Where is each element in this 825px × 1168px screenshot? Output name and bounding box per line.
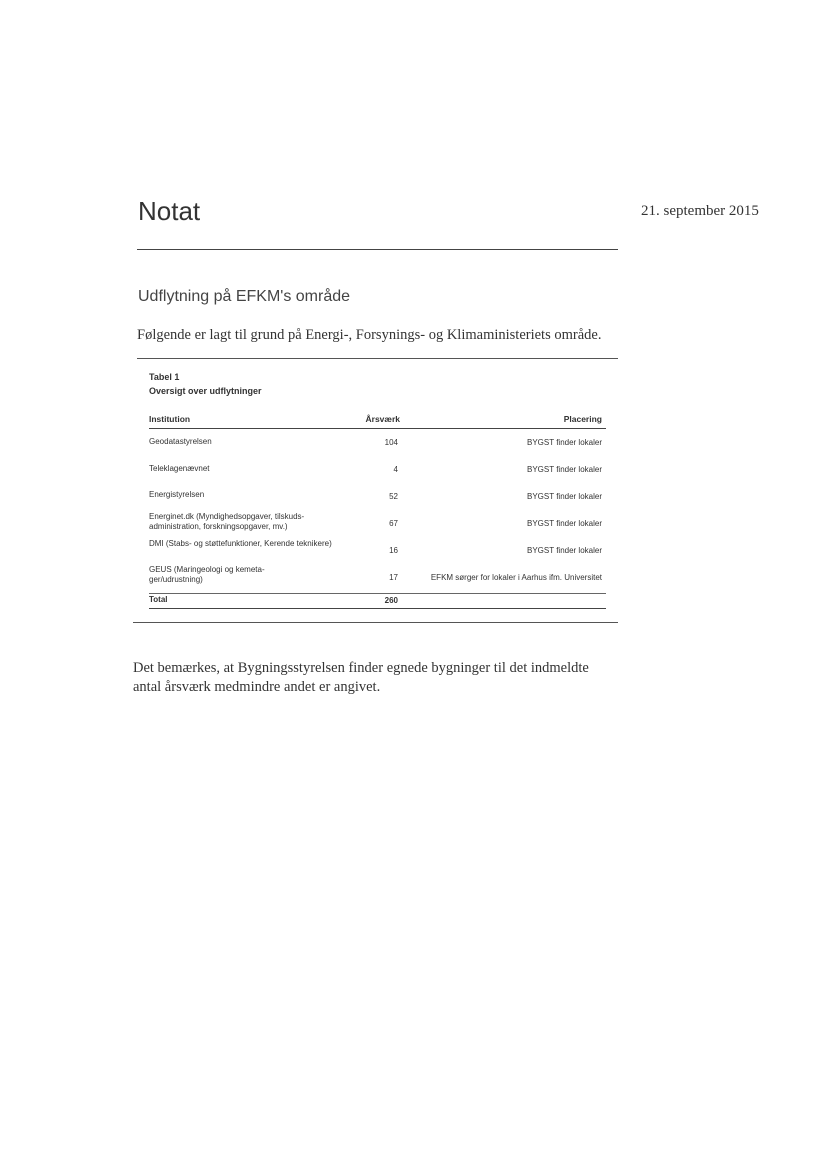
table-cell-institution: GEUS (Maringeologi og kemeta-ger/udrustning)	[149, 565, 265, 584]
table-total-label: Total	[149, 595, 168, 604]
table-cell-placering: BYGST finder lokaler	[527, 546, 602, 555]
table-cell-aarsvaerk: 17	[389, 573, 398, 582]
table-cell-institution: Energinet.dk (Myndighedsopgaver, tilskuds-administration, forskningsopgaver, mv.)	[149, 512, 305, 531]
table-cell-aarsvaerk: 52	[389, 492, 398, 501]
table-cell-institution: Geodatastyrelsen	[149, 437, 212, 446]
document-title: Notat	[138, 196, 201, 226]
table-caption: Oversigt over udflytninger	[149, 386, 262, 396]
table-label: Tabel 1	[149, 372, 180, 382]
table-cell-institution: Energistyrelsen	[149, 490, 205, 499]
table-bottom-divider	[149, 608, 606, 609]
table-cell-aarsvaerk: 67	[389, 519, 398, 528]
table-cell-placering: BYGST finder lokaler	[527, 438, 602, 447]
intro-paragraph: Følgende er lagt til grund på Energi-, Forsynings- og Klimaministeriets område.	[137, 327, 602, 343]
table-total-value: 260	[384, 596, 398, 605]
header-divider	[149, 428, 606, 429]
table-cell-aarsvaerk: 104	[384, 438, 398, 447]
table-cell-institution: Teleklagenævnet	[149, 464, 210, 473]
column-header-institution: Institution	[149, 414, 191, 424]
table-cell-aarsvaerk: 16	[389, 546, 398, 555]
title-divider	[137, 249, 618, 250]
document-date: 21. september 2015	[641, 203, 759, 219]
table-cell-aarsvaerk: 4	[393, 465, 398, 474]
table-cell-institution: DMI (Stabs- og støttefunktioner, Kerende teknikere)	[149, 539, 332, 548]
conclusion-paragraph: Det bemærkes, at Bygningsstyrelsen finder egnede bygninger til det indmeldte antal årsværk medmindre andet er angivet.	[133, 660, 589, 695]
table-cell-placering: EFKM sørger for lokaler i Aarhus ifm. Universitet	[430, 573, 602, 582]
column-header-aarsvaerk: Årsværk	[365, 414, 400, 424]
table-outer-divider	[133, 622, 618, 623]
section-heading: Udflytning på EFKM's område	[138, 288, 351, 305]
table-top-divider	[137, 358, 618, 359]
column-header-placering: Placering	[563, 414, 602, 424]
table-cell-placering: BYGST finder lokaler	[527, 519, 602, 528]
table-cell-placering: BYGST finder lokaler	[527, 492, 602, 501]
total-divider	[149, 593, 606, 594]
table-cell-placering: BYGST finder lokaler	[527, 465, 602, 474]
